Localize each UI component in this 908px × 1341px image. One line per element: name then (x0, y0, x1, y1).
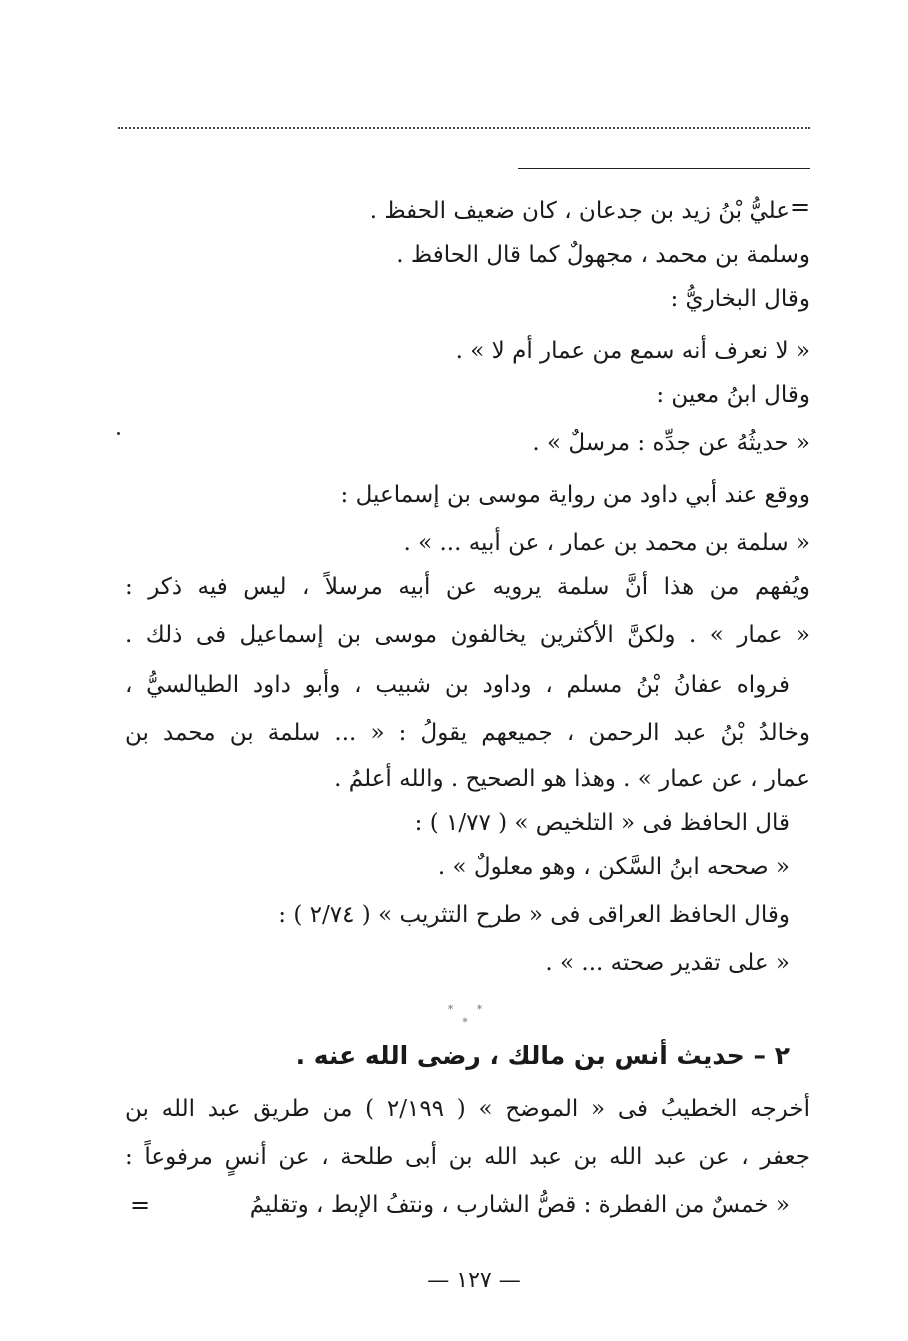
text-line-8: « سلمة بن محمد بن عمار ، عن أبيه ... » . (403, 530, 810, 556)
stray-ink-dot (117, 432, 120, 435)
text-line-3: وقال البخاريُّ : (670, 286, 810, 312)
section-ornament: * * * (447, 1003, 493, 1029)
page-number: — ١٢٧ — (427, 1268, 521, 1293)
text-line-14: قال الحافظ فى « التلخيص » ( ١/٧٧ ) : (414, 810, 790, 836)
section-heading: ٢ – حديث أنس بن مالك ، رضى الله عنه . (295, 1041, 790, 1070)
text-line-20: « خمسٌ من الفطرة : قصُّ الشارب ، ونتفُ الإبط ، وتقليمُ (249, 1192, 790, 1218)
text-line-1: عليُّ بْنُ زيد بن جدعان ، كان ضعيف الحفظ . (369, 198, 790, 224)
text-line-2: وسلمة بن محمد ، مجهولٌ كما قال الحافظ . (396, 242, 810, 268)
header-dotted-rule (118, 127, 810, 129)
footnote-separator-rule (518, 168, 810, 169)
continuation-mark-top: = (790, 193, 811, 221)
text-line-9: ويُفهم من هذا أنَّ سلمة يرويه عن أبيه مرسلاً ، ليس فيه ذكر : (125, 574, 810, 600)
text-line-6: « حديثُهُ عن جدِّه : مرسلٌ » . (532, 430, 810, 456)
text-line-13: عمار ، عن عمار » . وهذا هو الصحيح . والله أعلمُ . (334, 766, 810, 792)
text-line-4: « لا نعرف أنه سمع من عمار أم لا » . (455, 338, 810, 364)
text-line-18: أخرجه الخطيبُ فى « الموضح » ( ٢/١٩٩ ) من طريق عبد الله بن (125, 1096, 810, 1122)
text-line-11: فرواه عفانُ بْنُ مسلم ، وداود بن شبيب ، وأبو داود الطيالسيُّ ، (125, 672, 790, 698)
text-line-16: وقال الحافظ العراقى فى « طرح التثريب » ( ٢/٧٤ ) : (278, 902, 790, 928)
text-line-10: « عمار » . ولكنَّ الأكثرين يخالفون موسى بن إسماعيل فى ذلك . (125, 622, 810, 648)
text-line-7: ووقع عند أبي داود من رواية موسى بن إسماعيل : (340, 482, 810, 508)
text-line-19: جعفر ، عن عبد الله بن عبد الله بن أبى طلحة ، عن أنسٍ مرفوعاً : (125, 1144, 810, 1170)
text-line-17: « على تقدير صحته ... » . (545, 950, 790, 976)
text-line-15: « صححه ابنُ السَّكن ، وهو معلولٌ » . (437, 854, 790, 880)
text-line-12: وخالدُ بْنُ عبد الرحمن ، جميعهم يقولُ : « ... سلمة بن محمد بن (125, 720, 810, 746)
continuation-mark-bottom: = (130, 1191, 151, 1219)
text-line-5: وقال ابنُ معين : (656, 382, 810, 408)
